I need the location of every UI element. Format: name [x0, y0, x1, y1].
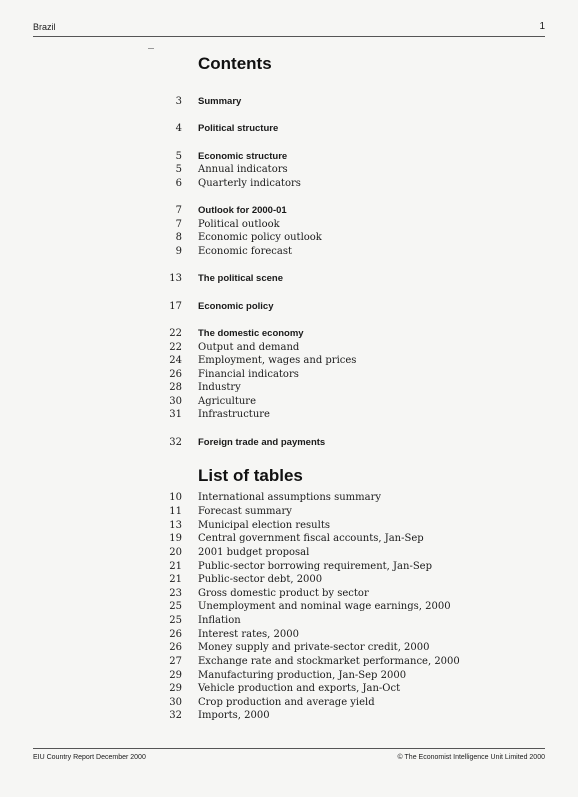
entry-label: Vehicle production and exports, Jan-Oct — [198, 683, 401, 694]
contents-entry — [0, 408, 578, 422]
entry-page-number: 24 — [169, 355, 182, 366]
entry-label: Imports, 2000 — [198, 710, 270, 721]
contents-entry — [0, 272, 578, 286]
table-list-entry — [0, 628, 578, 642]
table-list-entry — [0, 546, 578, 560]
contents-entry — [0, 245, 578, 259]
contents-entry — [0, 327, 578, 341]
country-name: Brazil — [33, 22, 56, 32]
contents-entry — [0, 163, 578, 177]
page-number: 1 — [539, 21, 545, 32]
entry-label: Crop production and average yield — [198, 697, 375, 708]
entry-page-number: 4 — [175, 123, 182, 134]
contents-entry — [0, 204, 578, 218]
table-list-entry — [0, 573, 578, 587]
table-list-entry — [0, 641, 578, 655]
entry-page-number: 5 — [175, 164, 182, 175]
entry-label: Quarterly indicators — [198, 178, 301, 189]
contents-entry — [0, 354, 578, 368]
entry-label: Foreign trade and payments — [198, 437, 326, 448]
margin-mark — [148, 48, 154, 49]
entry-label: Money supply and private-sector credit, 2000 — [198, 642, 430, 653]
table-list-entry — [0, 669, 578, 683]
entry-label: Central government fiscal accounts, Jan-Sep — [198, 533, 424, 544]
entry-page-number: 9 — [175, 246, 182, 257]
table-list-entry — [0, 600, 578, 614]
entry-label: Industry — [198, 382, 241, 393]
table-list-entry — [0, 491, 578, 505]
entry-page-number: 26 — [169, 369, 182, 380]
entry-label: International assumptions summary — [198, 492, 381, 503]
tables-title: List of tables — [198, 466, 303, 485]
page-footer — [33, 748, 545, 763]
entry-label: Economic policy — [198, 301, 274, 312]
contents-entry — [0, 218, 578, 232]
entry-page-number: 28 — [169, 382, 182, 393]
table-list-entry — [0, 587, 578, 601]
contents-entry — [0, 436, 578, 450]
entry-label: Interest rates, 2000 — [198, 629, 299, 640]
entry-page-number: 11 — [169, 506, 182, 517]
entry-page-number: 26 — [169, 642, 182, 653]
entry-page-number: 29 — [169, 670, 182, 681]
entry-label: Political structure — [198, 123, 279, 134]
table-list-entry — [0, 614, 578, 628]
footer-publication: EIU Country Report December 2000 — [33, 754, 146, 761]
entry-label: Public-sector borrowing requirement, Jan-Sep — [198, 561, 432, 572]
entry-label: Economic structure — [198, 151, 288, 162]
entry-label: Financial indicators — [198, 369, 299, 380]
entry-page-number: 20 — [169, 547, 182, 558]
table-list-entry — [0, 519, 578, 533]
entry-label: Manufacturing production, Jan-Sep 2000 — [198, 670, 407, 681]
entry-page-number: 22 — [169, 342, 182, 353]
contents-entry — [0, 395, 578, 409]
entry-page-number: 31 — [169, 409, 182, 420]
entry-page-number: 13 — [169, 273, 182, 284]
entry-label: Agriculture — [198, 396, 256, 407]
contents-entry — [0, 368, 578, 382]
entry-label: Forecast summary — [198, 506, 292, 517]
table-list-entry — [0, 696, 578, 710]
entry-label: Outlook for 2000-01 — [198, 205, 287, 216]
entry-label: Output and demand — [198, 342, 300, 353]
entry-page-number: 32 — [169, 437, 182, 448]
entry-page-number: 3 — [175, 96, 182, 107]
entry-label: Summary — [198, 96, 242, 107]
entry-page-number: 13 — [169, 520, 182, 531]
entry-page-number: 21 — [169, 574, 182, 585]
entry-label: The political scene — [198, 273, 283, 284]
table-list-entry — [0, 532, 578, 546]
entry-page-number: 5 — [175, 151, 182, 162]
contents-entry — [0, 122, 578, 136]
entry-page-number: 21 — [169, 561, 182, 572]
entry-label: Public-sector debt, 2000 — [198, 574, 323, 585]
table-list-entry — [0, 560, 578, 574]
table-list-entry — [0, 505, 578, 519]
entry-page-number: 17 — [169, 301, 182, 312]
contents-entry — [0, 300, 578, 314]
entry-label: Economic forecast — [198, 246, 292, 257]
entry-page-number: 32 — [169, 710, 182, 721]
entry-page-number: 6 — [175, 178, 182, 189]
entry-page-number: 23 — [169, 588, 182, 599]
entry-page-number: 22 — [169, 328, 182, 339]
entry-label: Employment, wages and prices — [198, 355, 357, 366]
footer-copyright: © The Economist Intelligence Unit Limited 2000 — [397, 754, 545, 761]
entry-label: Gross domestic product by sector — [198, 588, 369, 599]
contents-entry — [0, 150, 578, 164]
table-list-entry — [0, 655, 578, 669]
entry-page-number: 27 — [169, 656, 182, 667]
entry-label: The domestic economy — [198, 328, 304, 339]
entry-label: Economic policy outlook — [198, 232, 322, 243]
entry-page-number: 19 — [169, 533, 182, 544]
entry-label: Exchange rate and stockmarket performance, 2000 — [198, 656, 460, 667]
entry-page-number: 10 — [169, 492, 182, 503]
entry-page-number: 29 — [169, 683, 182, 694]
entry-page-number: 26 — [169, 629, 182, 640]
entry-label: Annual indicators — [198, 164, 288, 175]
table-list-entry — [0, 709, 578, 723]
contents-entry — [0, 177, 578, 191]
entry-label: 2001 budget proposal — [198, 547, 310, 558]
entry-page-number: 7 — [175, 205, 182, 216]
entry-page-number: 25 — [169, 615, 182, 626]
entry-page-number: 25 — [169, 601, 182, 612]
entry-page-number: 8 — [175, 232, 182, 243]
entry-page-number: 30 — [169, 396, 182, 407]
entry-page-number: 7 — [175, 219, 182, 230]
table-list-entry — [0, 682, 578, 696]
contents-title: Contents — [198, 54, 272, 73]
page-header — [33, 20, 545, 37]
contents-entry — [0, 95, 578, 109]
entry-label: Municipal election results — [198, 520, 330, 531]
entry-label: Inflation — [198, 615, 241, 626]
entry-label: Political outlook — [198, 219, 280, 230]
contents-entry — [0, 231, 578, 245]
entry-label: Unemployment and nominal wage earnings, 2000 — [198, 601, 451, 612]
entry-page-number: 30 — [169, 697, 182, 708]
contents-entry — [0, 381, 578, 395]
contents-entry — [0, 341, 578, 355]
entry-label: Infrastructure — [198, 409, 270, 420]
